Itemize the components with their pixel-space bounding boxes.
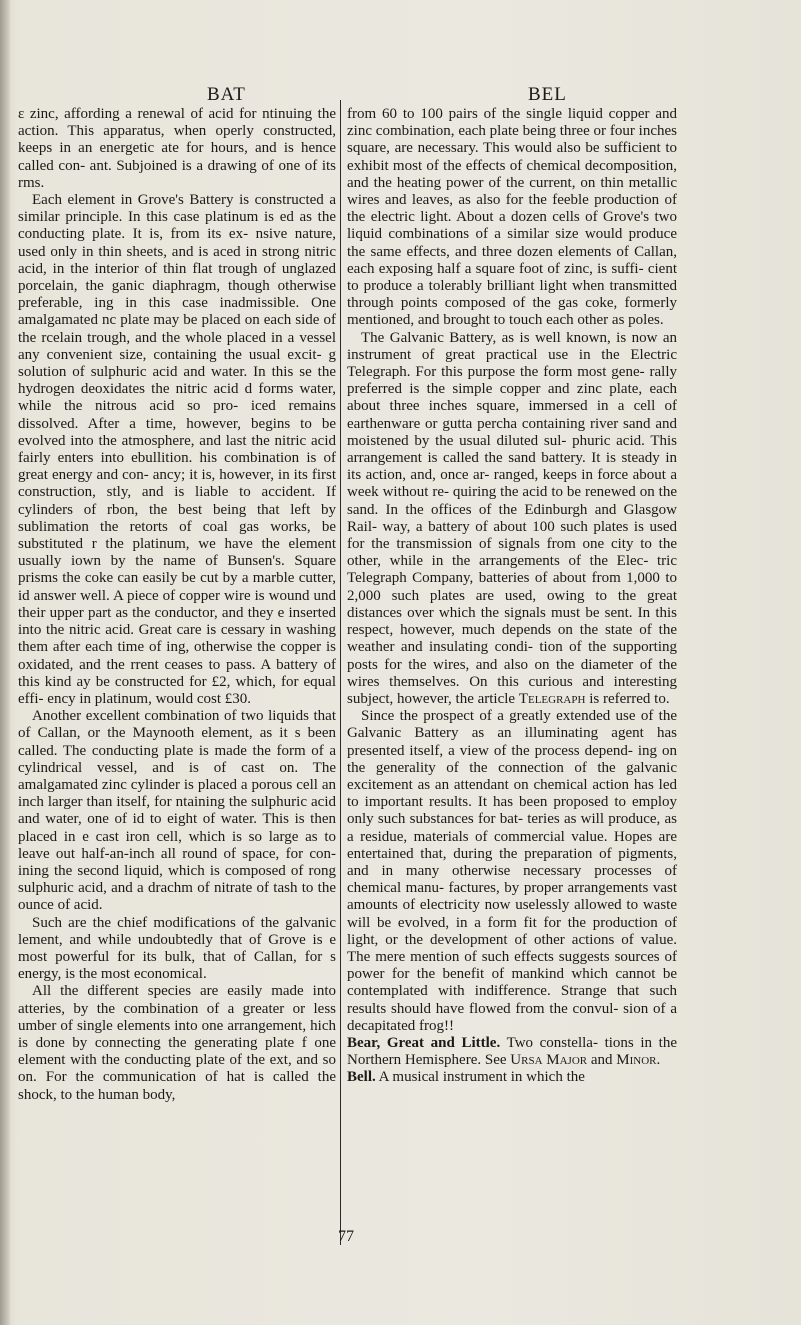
left-paragraph-4: Such are the chief modifications of the galvanic lement, and while undoubtedly that of Grove is e most powerful for its bulk, that of Callan, for s energy, is the most economical. <box>18 914 336 983</box>
minor-reference: Minor <box>616 1052 657 1069</box>
right-paragraph-2-text: The Galvanic Battery, as is well known, is now an instrument of great practical use in the Electric Telegraph. For this purpose the form most gene- rally preferred is the simple copper and zinc plate, each about three inches square, immersed in a cell of earthenware or gutta percha containing river sand and moistened by the usual diluted sul- phuric acid. This arrangement is called the sand battery. It is steady in its action, and, once ar- ranged, keeps in force about a week without re- quiring the acid to be renewed on the sand. In the offices of the Edinburgh and Glasgow Rail- way, a battery of about 100 such plates is used for the transmission of signals from one city to the other, while in the arrangements of the Elec- tric Telegraph Company, batteries of about from 1,000 to 2,000 such plates are used, owing to the great distances over which the signals must be sent. In this respect, however, much depends on the state of the weather and insulating condi- tion of the supporting posts for the wires, and also on the diameter of the wires themselves. On this curious and interesting subject, however, the article <box>347 329 677 707</box>
bell-entry-head: Bell. <box>347 1069 376 1086</box>
page-number: 77 <box>338 1228 354 1245</box>
bear-entry-text: Two constella- tions in the Northern Hemisphere. See <box>347 1034 678 1069</box>
running-header-left: BAT <box>207 84 246 105</box>
right-paragraph-2 <box>347 330 677 708</box>
bear-entry <box>347 1035 677 1069</box>
left-paragraph-3: Another excellent combination of two liquids that of Callan, or the Maynooth element, as it s been called. The conducting plate is made the form of a cylindrical vessel, and is of cast on. The amalgamated zinc cylinder is placed a porous cell an inch larger than itself, for ntaining the sulphuric acid and water, one of id to eight of water. This is then placed in e cast iron cell, which is so large as to leave out half-an-inch all round of space, for con- ining the second liquid, which is composed of rong sulphuric acid, and a drachm of nitrate of tash to the ounce of acid. <box>18 708 336 914</box>
bear-entry-end: . <box>656 1052 661 1069</box>
right-paragraph-1: from 60 to 100 pairs of the single liquid copper and zinc combination, each plate being three or four inches square, are necessary. This would also be sufficient to exhibit most of the effects of chemical decomposition, and the heating power of the current, on thin metallic wires and leaves, as also for the feeble production of the electric light. About a dozen cells of Grove's two liquid combinations of a similar size would produce the same effects, and three dozen elements of Callan, each exposing half a square foot of zinc, is suffi- cient to produce a tolerably brilliant light when transmitted through points composed of the gas coke, formerly mentioned, and brought to touch each other as poles. <box>347 106 677 329</box>
bell-entry-text: A musical instrument in which the <box>375 1069 585 1086</box>
bell-entry <box>347 1069 677 1086</box>
right-paragraph-3: Since the prospect of a greatly extended use of the Galvanic Battery as an illuminating agent has presented itself, a view of the process depend- ing on the generality of the connection of the galvanic excitement as an attendant on chemical action has led to important results. It has been proposed to employ only such substances for bat- teries as will produce, as a residue, materials of commercial value. Hopes are entertained that, during the preparation of pigments, and in many otherwise necessary processes of chemical manu- factures, by proper arrangements vast amounts of electricity now uselessly allowed to waste will be evolved, in a form fit for the production of light, or the development of other actions of value. The mere mention of such effects suggests sources of power for the benefit of mankind which cannot be contemplated with indifference. Strange that such results should have flowed from the convul- sion of a decapitated frog!! <box>347 708 677 1034</box>
ursa-major-reference: Ursa Major <box>510 1052 588 1069</box>
left-column <box>18 106 336 1104</box>
running-header-right: BEL <box>528 84 567 105</box>
telegraph-ref-tail: is referred to. <box>585 690 670 707</box>
left-paragraph-5: All the different species are easily made into atteries, by the combination of a greater or less umber of single elements into one arrangement, hich is done by connecting the generating plate f one element with the conducting plate of the ext, and so on. For the communication of hat is called the shock, to the human body, <box>18 983 336 1103</box>
left-paragraph-1: ɛ zinc, affording a renewal of acid for ntinuing the action. This apparatus, when operly constructed, keeps in an energetic ate for hours, and is hence called con- ant. Subjoined is a drawing of one of its rms. <box>18 106 336 191</box>
bear-entry-head: Bear, Great and Little. <box>347 1034 501 1051</box>
binding-gutter <box>0 0 10 1325</box>
bear-entry-and: and <box>587 1052 617 1069</box>
column-divider <box>340 100 341 1245</box>
left-paragraph-2: Each element in Grove's Battery is constructed a similar principle. In this case platinum is ed as the conducting plate. It is, from its ex- nsive nature, used only in thin sheets, and is aced in strong nitric acid, in the interior of thin flat trough of unglazed porcelain, the ganic diaphragm, though otherwise preferable, ing in this case inadmissible. One amalgamated nc plate may be placed on each side of the rcelain trough, and the whole placed in a vessel any convenient size, containing the usual excit- g solution of sulphuric acid and water. In this se the hydrogen deoxidates the nitric acid d forms water, while the nitrous acid so pro- iced remains dissolved. After a time, however, begins to be evolved into the atmosphere, and last the nitric acid fairly enters into ebullition. his combination is of great energy and con- ancy; it is, however, in its first construction, stly, and is liable to accident. If cylinders of rbon, the best being that left by sublimation the retorts of coal gas works, be substituted r the platinum, we have the element usually iown by the name of Bunsen's. Square prisms the coke can easily be cut by a marble cutter, id answer well. A piece of copper wire is wound und their upper part as the conductor, and they e inserted into the nitric acid. Great care is cessary in washing them after each time of ing, otherwise the copper is oxidated, and the rrent ceases to pass. A battery of this kind ay be constructed for £2, which, for equal effi- ency in platinum, would cost £30. <box>18 192 336 707</box>
right-column <box>347 106 677 1087</box>
telegraph-cross-reference: Telegraph <box>518 690 586 707</box>
